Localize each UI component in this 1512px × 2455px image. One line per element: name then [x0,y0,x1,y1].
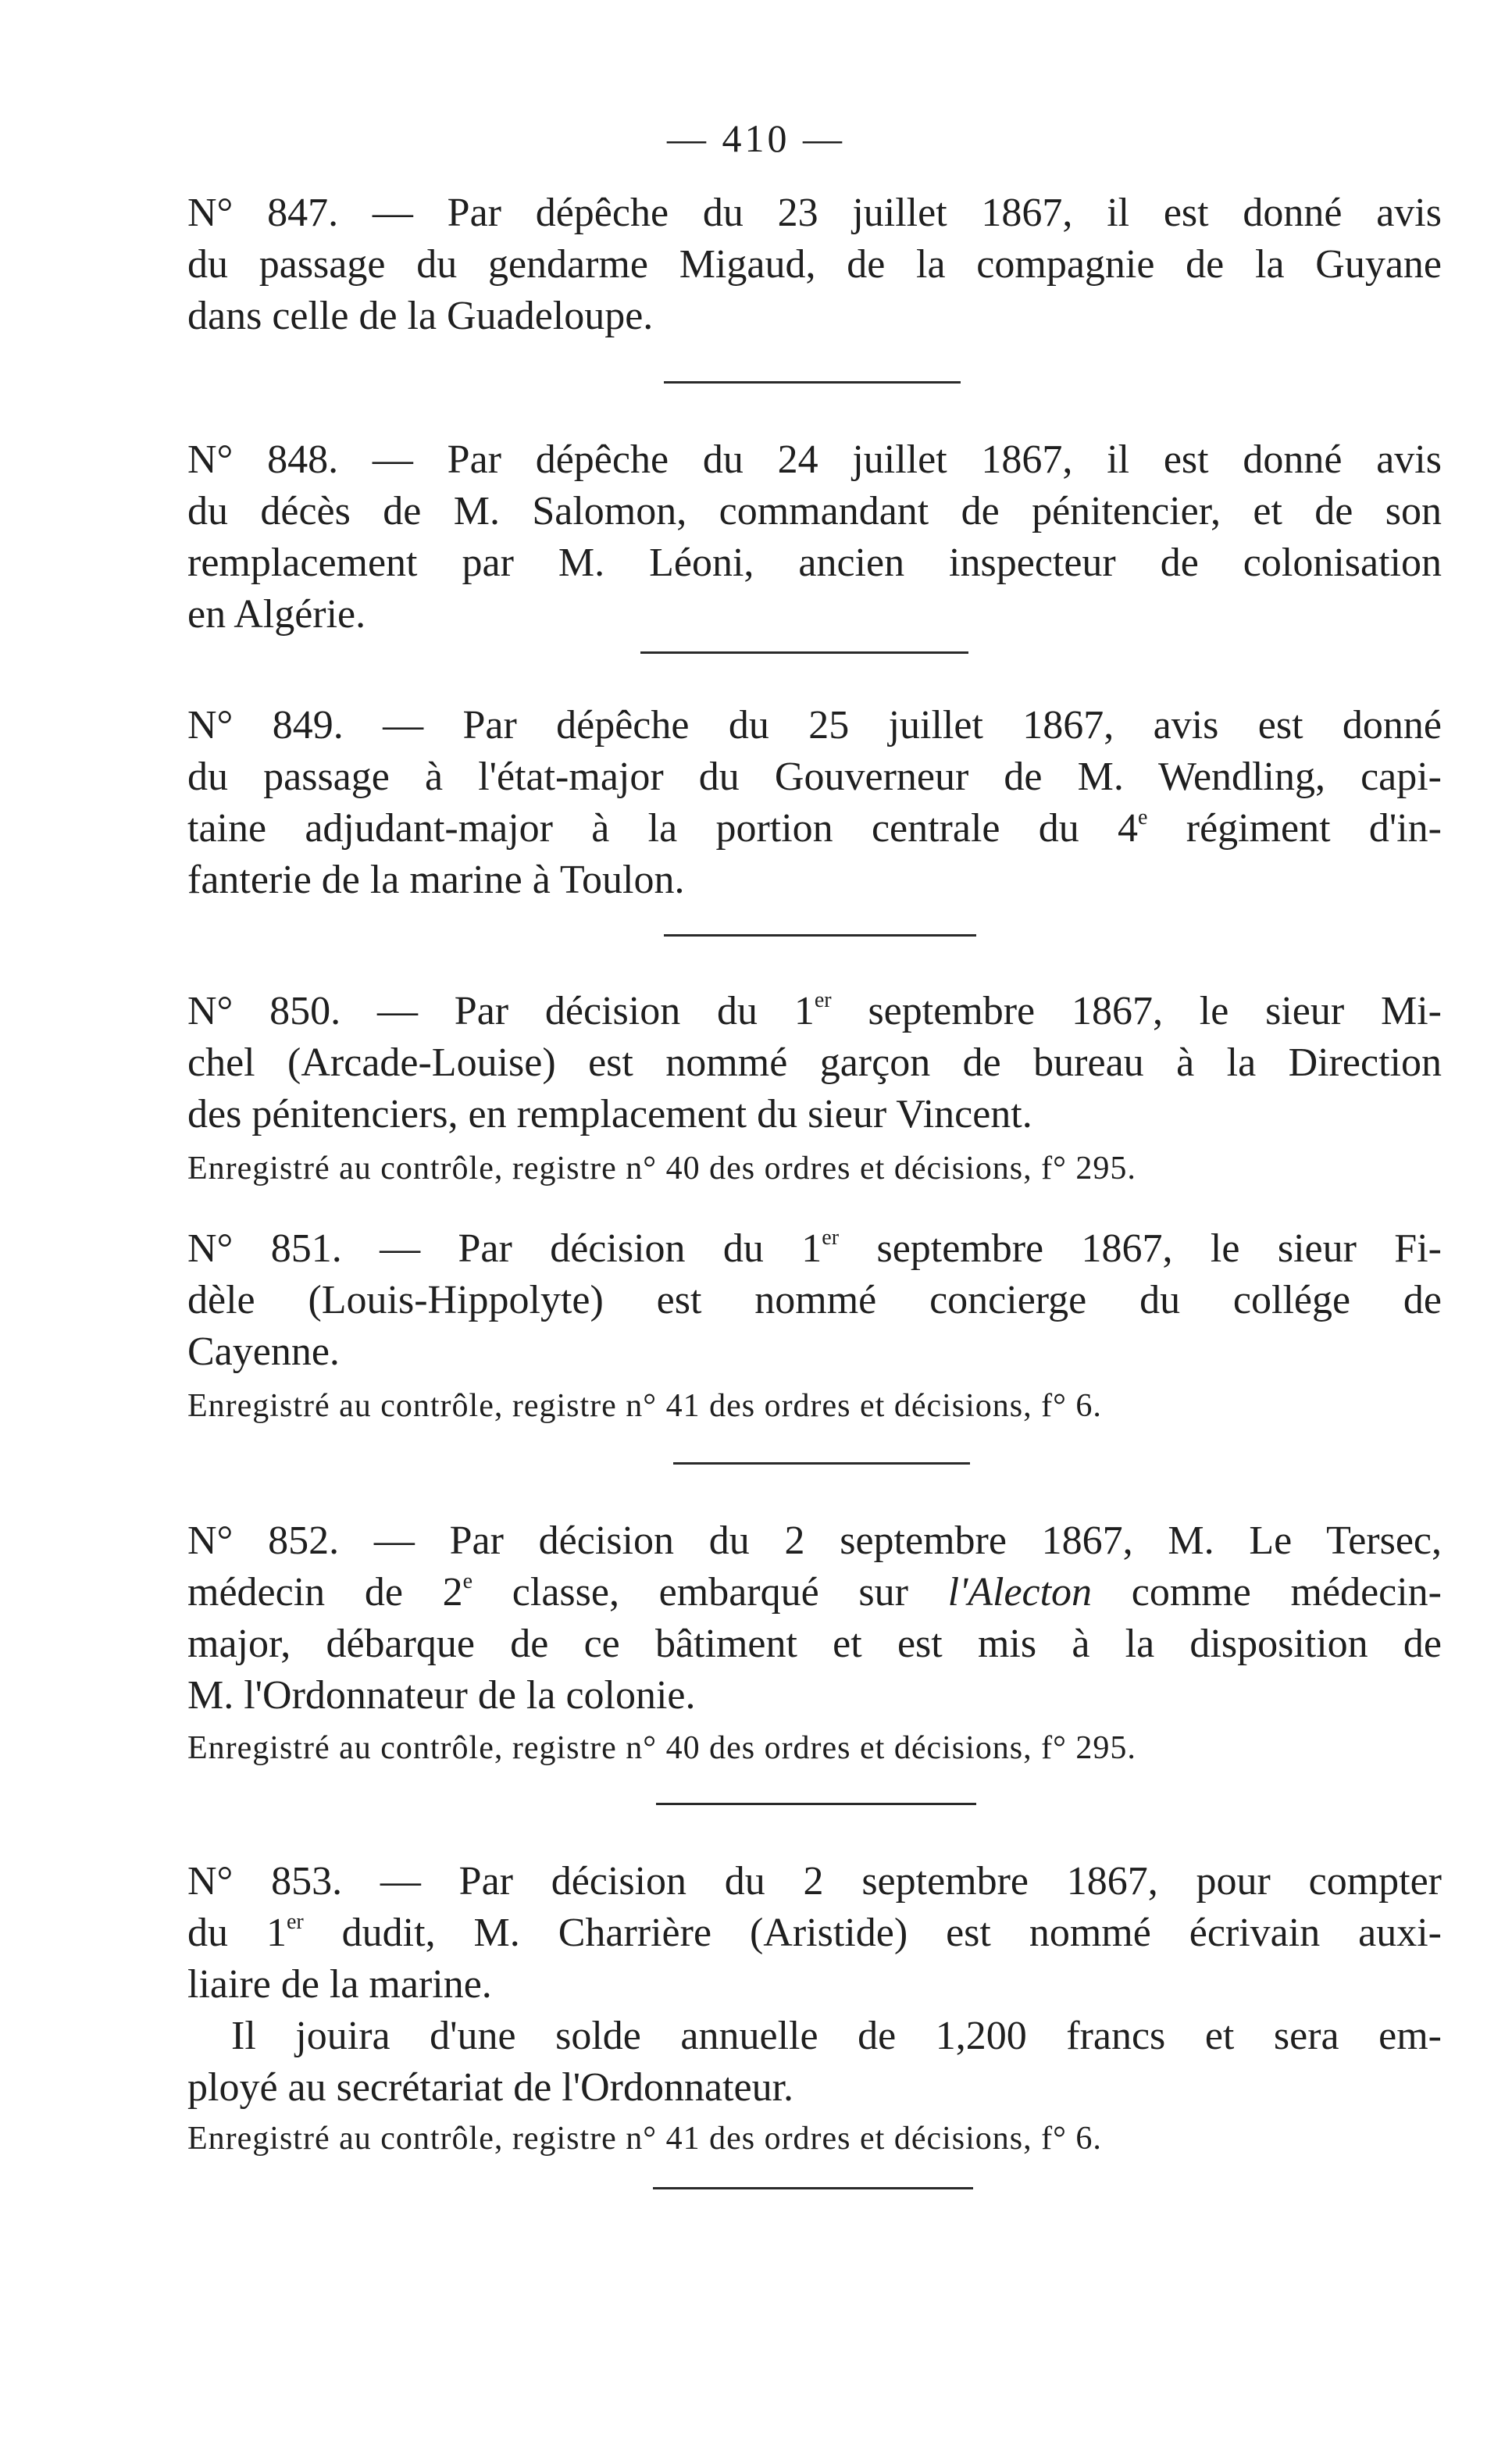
entry-848-line-1: N° 848. — Par dépêche du 24 juillet 1867, il est donné avis [187,437,1442,482]
entry-851-line-1-text-b: septembre 1867, le sieur Fi- [839,1226,1442,1271]
entry-852-line-4: M. l'Ordonnateur de la colonie. [187,1673,696,1718]
entry-851-line-2: dèle (Louis-Hippolyte) est nommé concierge du collége de [187,1278,1442,1322]
entry-852-line-2-text-a: médecin de 2 [187,1570,463,1615]
entry-849-line-3 [187,803,1442,855]
entry-853-line-2-text-b: dudit, M. Charrière (Aristide) est nommé écrivain auxi- [303,1911,1442,1955]
ordinal-superscript: er [822,1226,840,1250]
separator-rule [664,934,976,937]
entry-850-line-1 [187,986,1442,1037]
separator-rule [664,381,961,384]
entry-849-line-3-text-a: taine adjudant-major à la portion centrale du 4 [187,806,1139,851]
entry-853-line-2-text-a: du 1 [187,1911,287,1955]
entry-848-line-4: en Algérie. [187,592,366,637]
separator-rule [656,1803,976,1805]
entry-847-line-1: N° 847. — Par dépêche du 23 juillet 1867, il est donné avis [187,191,1442,235]
entry-851-line-1-text-a: N° 851. — Par décision du 1 [187,1226,822,1271]
entry-853-line-3: liaire de la marine. [187,1962,492,2007]
entry-850-registry: Enregistré au contrôle, registre n° 40 des ordres et décisions, f° 295. [187,1151,1136,1186]
entry-851-registry: Enregistré au contrôle, registre n° 41 des ordres et décisions, f° 6. [187,1388,1102,1424]
page-number: — 410 — [667,116,845,160]
entry-850-line-3: des pénitenciers, en remplacement du sieur Vincent. [187,1092,1032,1137]
entry-851-line-3: Cayenne. [187,1329,340,1374]
entry-853-line-2 [187,1907,1442,1959]
entry-849-line-3-text-b: régiment d'in- [1147,806,1442,851]
ordinal-superscript: er [286,1910,304,1934]
entry-852-line-1: N° 852. — Par décision du 2 septembre 1867, M. Le Tersec, [187,1518,1442,1563]
ordinal-superscript: e [462,1569,473,1593]
separator-rule [673,1462,970,1465]
entry-853-line-5: ployé au secrétariat de l'Ordonnateur. [187,2065,794,2110]
entry-853-line-1: N° 853. — Par décision du 2 septembre 1867, pour compter [187,1859,1442,1904]
ship-name: l'Alecton [947,1570,1093,1615]
entry-847-line-2: du passage du gendarme Migaud, de la compagnie de la Guyane [187,242,1442,287]
entry-848-line-3: remplacement par M. Léoni, ancien inspecteur de colonisation [187,541,1442,585]
entry-853-line-4: Il jouira d'une solde annuelle de 1,200 francs et sera em- [231,2014,1442,2058]
entry-849-line-4: fanterie de la marine à Toulon. [187,858,685,902]
ordinal-superscript: er [814,988,832,1012]
separator-rule [640,651,968,654]
ordinal-superscript: e [1138,805,1148,830]
separator-rule [653,2187,973,2189]
entry-848-line-2: du décès de M. Salomon, commandant de pénitencier, et de son [187,489,1442,533]
entry-852-line-2-text-c: comme médecin- [1092,1570,1442,1615]
entry-850-line-1-text-b: septembre 1867, le sieur Mi- [831,989,1442,1033]
entry-852-line-3: major, débarque de ce bâtiment et est mis à la disposition de [187,1622,1442,1666]
entry-851-line-1 [187,1223,1442,1275]
entry-850-line-2: chel (Arcade-Louise) est nommé garçon de bureau à la Direction [187,1040,1442,1085]
entry-852-line-2 [187,1567,1442,1618]
entry-852-registry: Enregistré au contrôle, registre n° 40 des ordres et décisions, f° 295. [187,1730,1136,1766]
entry-847-line-3: dans celle de la Guadeloupe. [187,294,654,338]
entry-853-registry: Enregistré au contrôle, registre n° 41 des ordres et décisions, f° 6. [187,2121,1102,2157]
entry-849-line-1: N° 849. — Par dépêche du 25 juillet 1867, avis est donné [187,703,1442,748]
entry-852-line-2-text-b: classe, embarqué sur [472,1570,948,1615]
entry-849-line-2: du passage à l'état-major du Gouverneur de M. Wendling, capi- [187,755,1442,799]
entry-850-line-1-text-a: N° 850. — Par décision du 1 [187,989,815,1033]
